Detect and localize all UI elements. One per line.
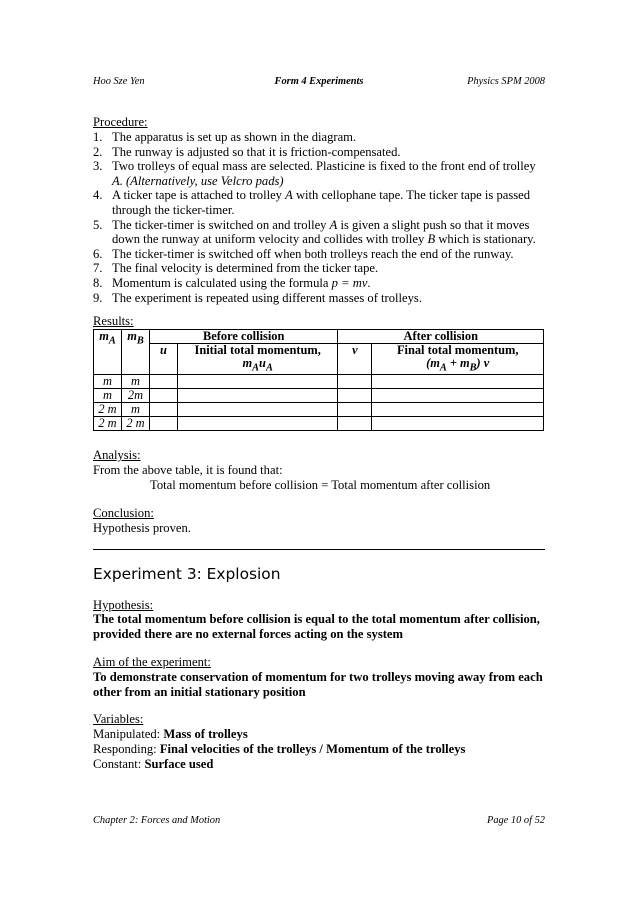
table-subheader-row	[94, 344, 544, 375]
procedure-step: 6. The ticker-timer is switched off when both trolleys reach the end of the runway.	[93, 246, 514, 261]
footer-page-number: Page 10 of 52	[486, 815, 545, 826]
variable-manipulated: Manipulated: Mass of trolleys	[93, 727, 248, 741]
hypothesis-line: provided there are no external forces acting on the system	[93, 627, 404, 641]
table-row: m m	[94, 375, 544, 389]
results-heading: Results:	[93, 314, 134, 328]
col-final-momentum: Final total momentum, $(m_A + m_B)$ v	[372, 344, 544, 375]
procedure-step: 8. Momentum is calculated using the formula p = mv.	[93, 275, 371, 290]
procedure-step: 7. The final velocity is determined from the ticker tape.	[93, 261, 379, 276]
col-u: u	[149, 344, 177, 375]
hypothesis-heading: Hypothesis:	[93, 598, 154, 612]
header-course: Physics SPM 2008	[467, 76, 545, 87]
procedure-step: 1. The apparatus is set up as shown in the diagram.	[93, 130, 357, 144]
procedure-list	[93, 130, 545, 305]
footer-chapter: Chapter 2: Forces and Motion	[93, 815, 221, 826]
procedure-heading: Procedure:	[93, 115, 148, 129]
header-author: Hoo Sze Yen	[93, 76, 145, 87]
conclusion-heading: Conclusion:	[93, 506, 154, 520]
table-row: 2 m 2 m	[94, 417, 544, 431]
col-before-collision: Before collision	[149, 330, 338, 344]
header-title: Form 4 Experiments	[274, 76, 364, 87]
table-row: m 2m	[94, 389, 544, 403]
analysis-equation: Total momentum before collision = Total momentum after collision	[150, 478, 491, 492]
section-divider	[93, 549, 545, 550]
procedure-step: 5. The ticker-timer is switched on and trolley A is given a slight push so that it moves down the runway at uniform velocity and collides with trolley B which is stationary.	[93, 217, 536, 247]
analysis-heading: Analysis:	[93, 448, 141, 462]
conclusion-text: Hypothesis proven.	[93, 521, 191, 535]
procedure-step: 9. The experiment is repeated using different masses of trolleys.	[93, 290, 422, 305]
table-row: 2 m m	[94, 403, 544, 417]
variable-constant: Constant: Surface used	[93, 757, 214, 771]
page-footer	[93, 815, 545, 829]
col-after-collision: After collision	[338, 330, 544, 344]
procedure-step: 2. The runway is adjusted so that it is friction-compensated.	[93, 144, 401, 159]
variables-heading: Variables:	[93, 712, 144, 726]
aim-heading: Aim of the experiment:	[93, 655, 211, 669]
variable-responding: Responding: Final velocities of the trolleys / Momentum of the trolleys	[93, 742, 466, 756]
aim-line: other from an initial stationary position	[93, 685, 306, 699]
experiment-title: Experiment 3: Explosion	[93, 565, 281, 583]
procedure-step: 4. A ticker tape is attached to trolley A with cellophane tape. The ticker tape is passed through the ticker-timer.	[93, 188, 531, 217]
aim-line: To demonstrate conservation of momentum for two trolleys moving away from each	[93, 670, 543, 684]
col-ma: $m_A$	[94, 330, 122, 375]
hypothesis-line: The total momentum before collision is equal to the total momentum after collision,	[93, 612, 540, 626]
analysis-line: From the above table, it is found that:	[93, 463, 283, 477]
col-v: v	[338, 344, 372, 375]
col-mb: $m_B$	[121, 330, 149, 375]
results-table	[93, 329, 544, 431]
table-header-row	[94, 330, 544, 344]
col-initial-momentum: Initial total momentum, $m_Au_A$	[177, 344, 338, 375]
page-header	[93, 76, 545, 90]
procedure-step: 3. Two trolleys of equal mass are selected. Plasticine is fixed to the front end of trolley A. (Alternatively, use Velcro pads)	[93, 159, 536, 188]
